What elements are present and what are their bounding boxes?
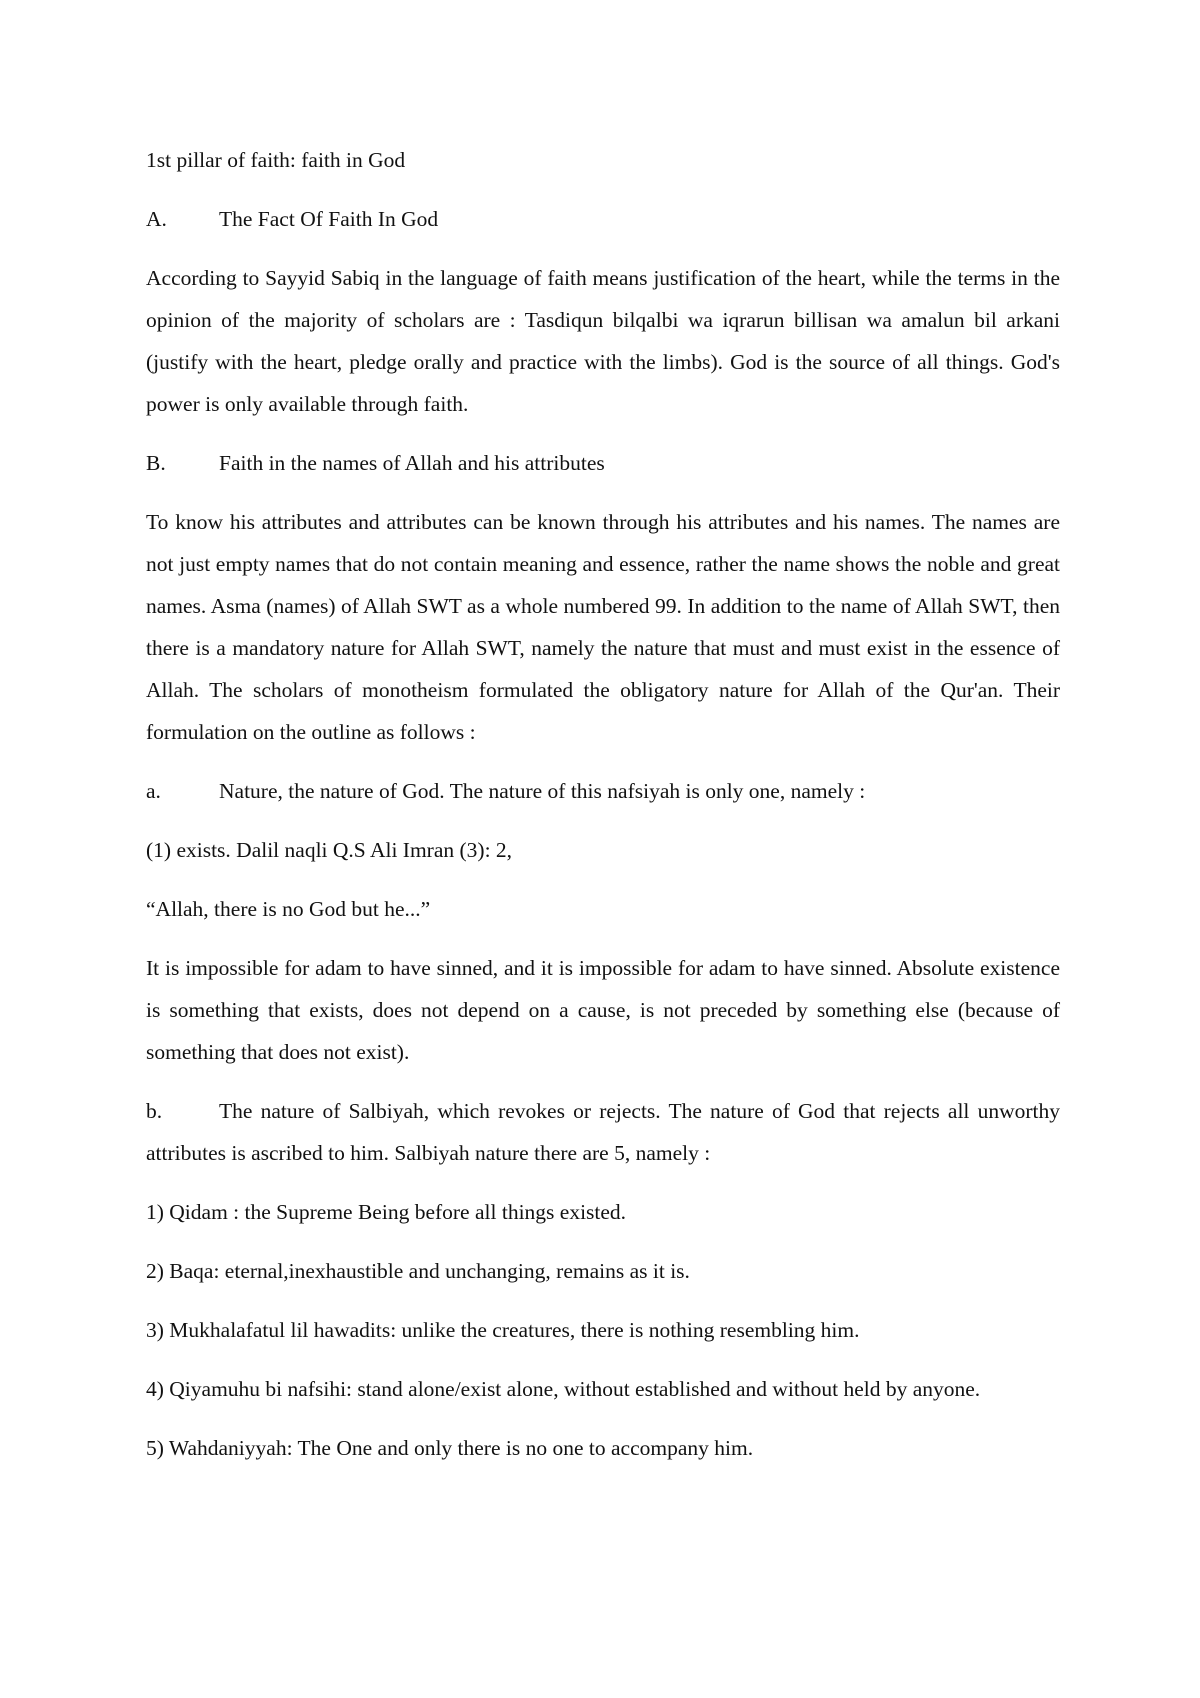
sub-b-heading (146, 1090, 1060, 1174)
list-item: 5) Wahdaniyyah: The One and only there is no one to accompany him. (146, 1436, 754, 1460)
sub-b-heading-body: The nature of Salbiyah, which revokes or rejects. The nature of God that rejects all unworthy attributes is ascribed to him. Salbiyah nature there are 5, namely : (146, 1099, 1060, 1165)
sub-a-item-1: (1) exists. Dalil naqli Q.S Ali Imran (3): 2, (146, 838, 513, 862)
sub-b-marker: b. (146, 1099, 163, 1123)
document-title: 1st pillar of faith: faith in God (146, 148, 406, 172)
section-b-paragraph: To know his attributes and attributes can be known through his attributes and his names. The names are not just empty names that do not contain meaning and essence, rather the name shows the noble and great names. Asma (names) of Allah SWT as a whole numbered 99. In addition to the name of Allah SWT, then there is a mandatory nature for Allah SWT, namely the nature that must and must exist in the essence of Allah. The scholars of monotheism formulated the obligatory nature for Allah of the Qur'an. Their formulation on the outline as follows : (146, 510, 1060, 744)
list-item: 1) Qidam : the Supreme Being before all things existed. (146, 1200, 627, 1224)
sub-a-paragraph: It is impossible for adam to have sinned, and it is impossible for adam to have sinned. Absolute existence is something that exists, does not depend on a cause, is not preceded by something else (because of something that does not exist). (146, 956, 1060, 1064)
section-b-marker: B. (146, 451, 166, 475)
document-body (146, 139, 1060, 1486)
sub-a-quote: “Allah, there is no God but he...” (146, 897, 431, 921)
section-a-marker: A. (146, 207, 167, 231)
list-item: 2) Baqa: eternal,inexhaustible and unchanging, remains as it is. (146, 1259, 690, 1283)
sub-a-heading-text: Nature, the nature of God. The nature of this nafsiyah is only one, namely : (219, 779, 866, 803)
sub-b-heading-text (146, 1090, 1060, 1174)
section-a-heading-text: The Fact Of Faith In God (219, 207, 439, 231)
sub-a-marker: a. (146, 779, 161, 803)
list-item: 3) Mukhalafatul lil hawadits: unlike the creatures, there is nothing resembling him. (146, 1318, 860, 1342)
section-b-heading-text: Faith in the names of Allah and his attributes (219, 451, 605, 475)
section-a-paragraph: According to Sayyid Sabiq in the language of faith means justification of the heart, while the terms in the opinion of the majority of scholars are : Tasdiqun bilqalbi wa iqrarun billisan wa amalun bil arkani (justify with the heart, pledge orally and practice with the limbs). God is the source of all things. God's power is only available through faith. (146, 266, 1060, 416)
section-a-heading (146, 198, 1060, 240)
list-item: 4) Qiyamuhu bi nafsihi: stand alone/exist alone, without established and without held by anyone. (146, 1377, 981, 1401)
section-b-heading (146, 442, 1060, 484)
sub-a-heading (146, 770, 1060, 812)
